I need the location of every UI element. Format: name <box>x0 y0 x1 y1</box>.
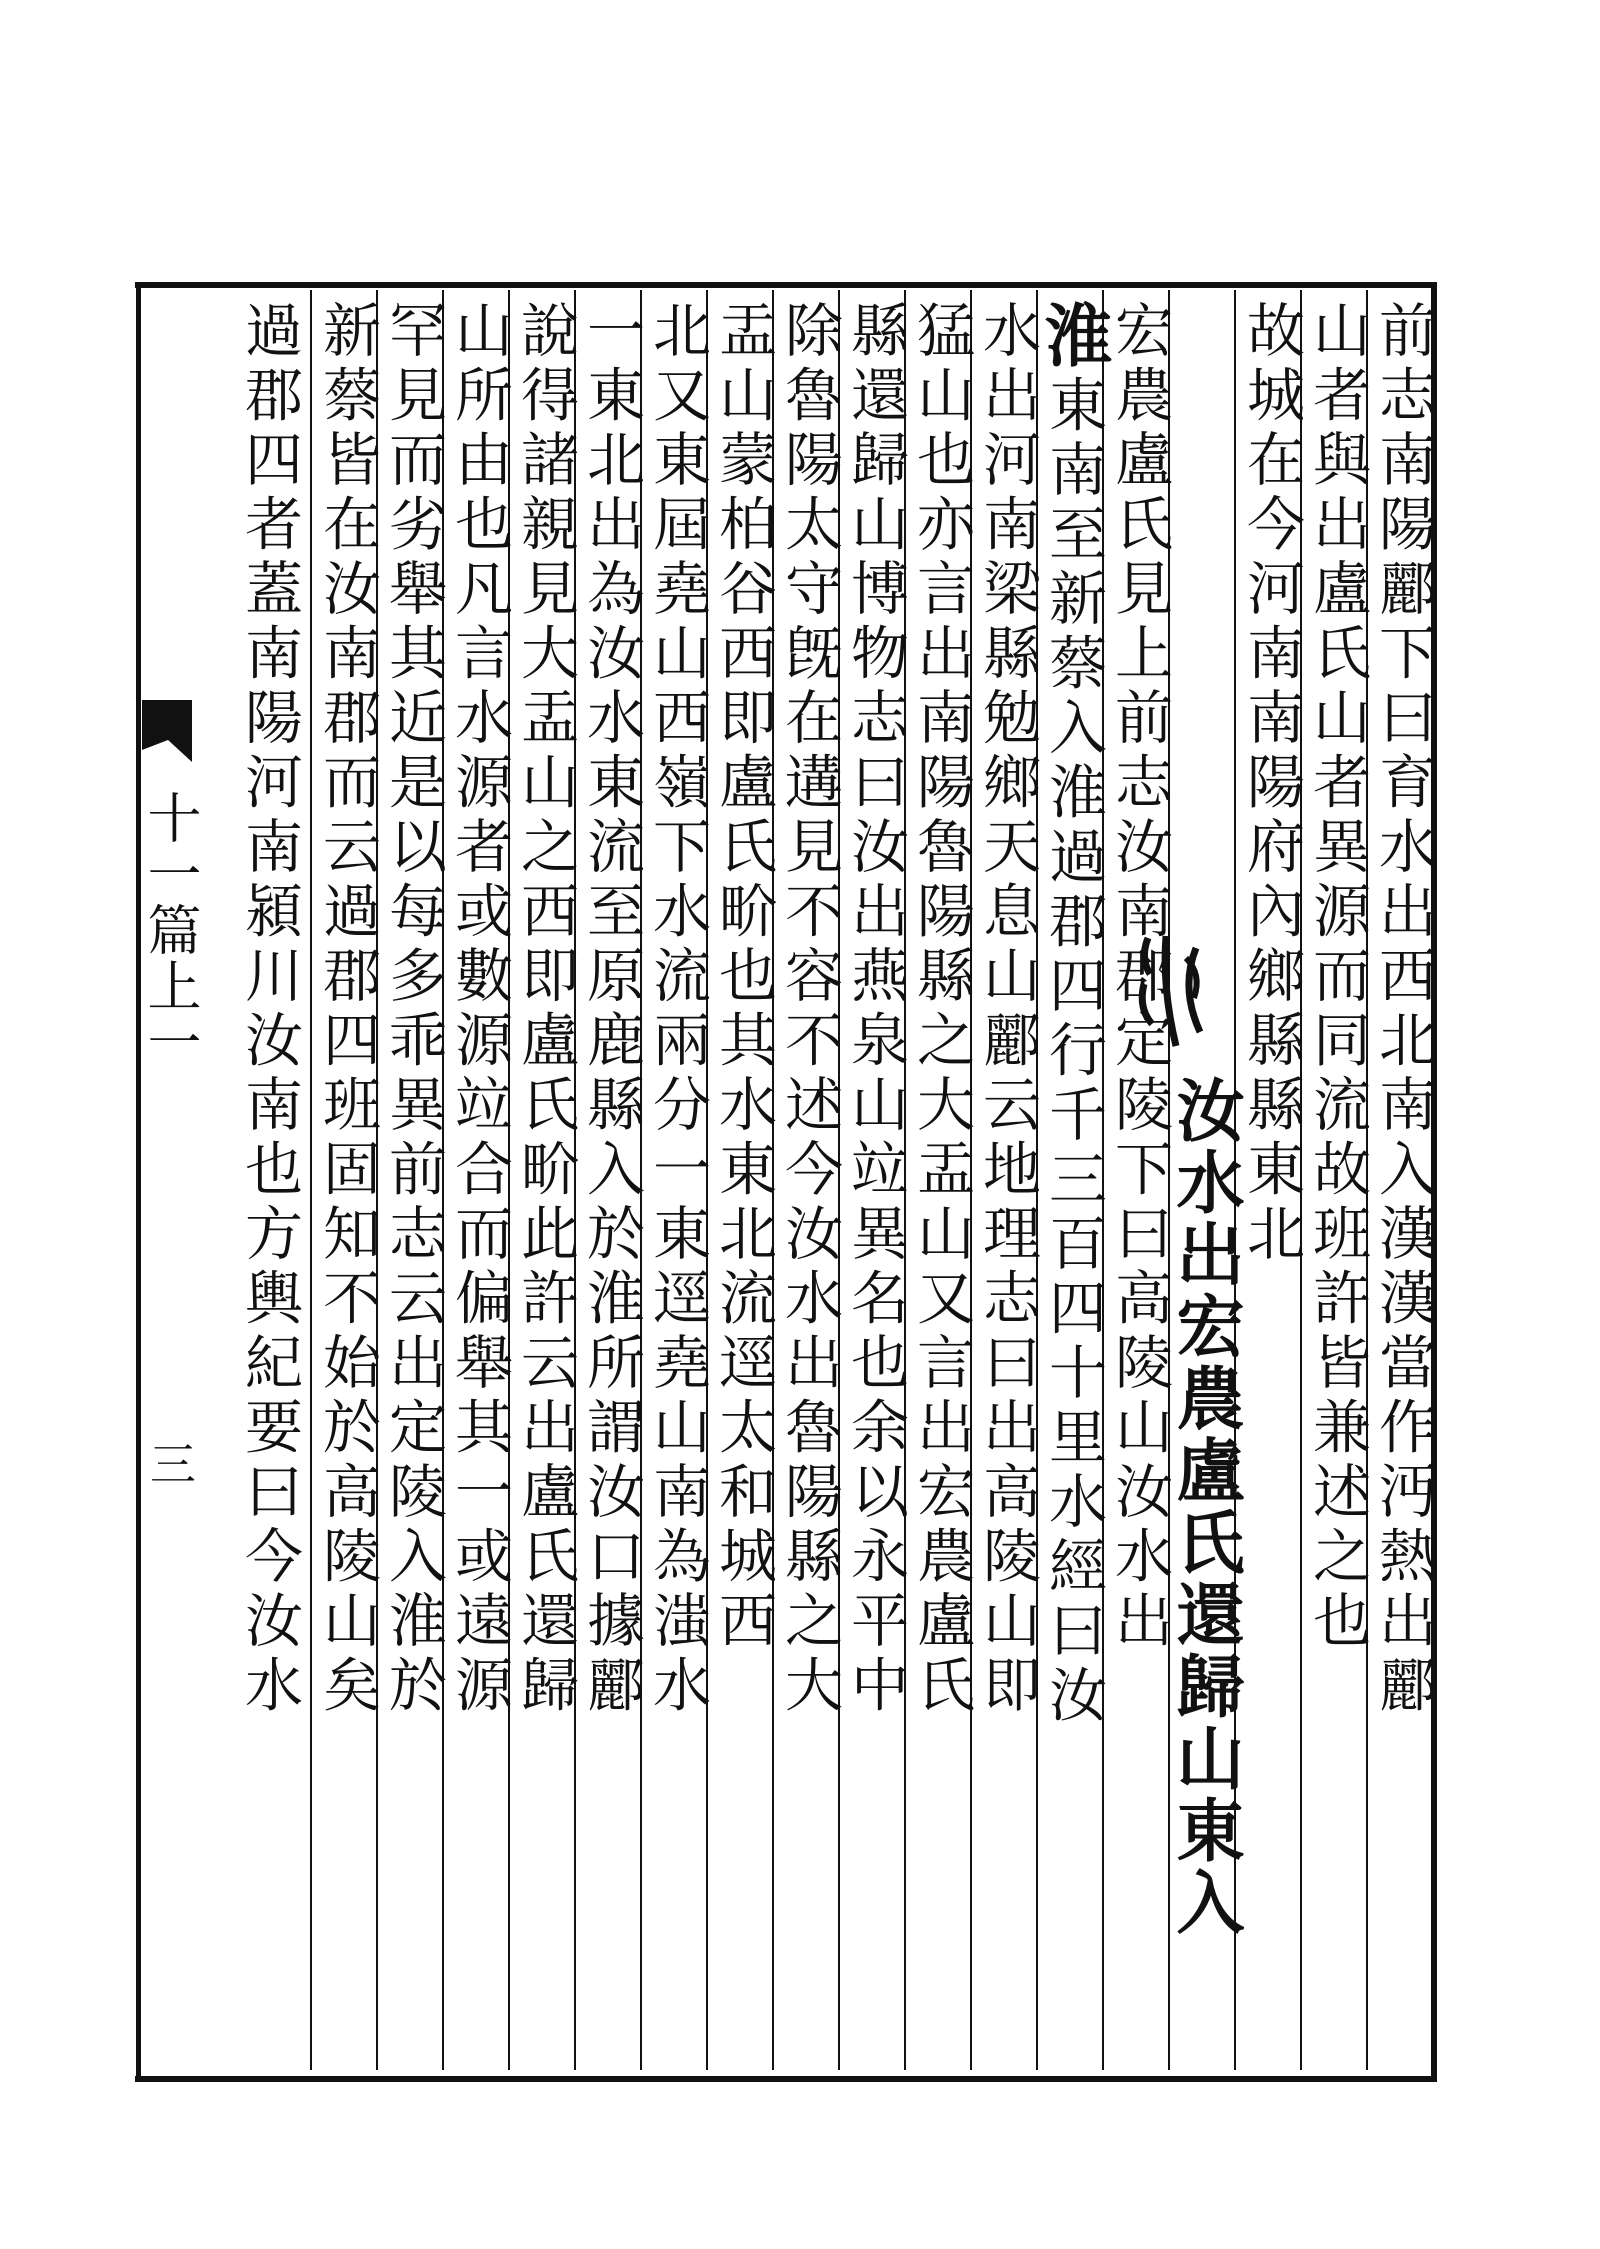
fishtail-mark <box>142 700 192 762</box>
column-text: 故城在今河南南陽府內鄉縣縣東北 <box>1237 300 1305 1268</box>
text-column-11 <box>710 300 776 2060</box>
column-text: 盂山蒙柏谷西即盧氏畍也其水東北流逕太和城西 <box>709 300 777 1655</box>
column-text: 山所由也凡言水源者或數源竝合而偏舉其一或遠源 <box>445 300 513 1719</box>
headword-text: 汝水出宏農盧氏還歸山東入 <box>1165 1075 1245 1939</box>
text-column-17 <box>314 300 380 2060</box>
column-text: 說得諸親見大盂山之西即盧氏畍此許云出盧氏還歸 <box>511 300 579 1719</box>
text-column-3 <box>1238 300 1304 2060</box>
column-text: 一東北出為汝水東流至原鹿縣入於淮所謂汝口據酈 <box>577 300 645 1719</box>
column-text: 過郡四者蓋南陽河南潁川汝南也方輿紀要曰今汝水 <box>235 300 303 1719</box>
chapter-label <box>140 790 200 1190</box>
column-text: 新蔡皆在汝南郡而云過郡四班固知不始於高陵山矣 <box>313 300 381 1719</box>
text-column-8 <box>908 300 974 2060</box>
column-text: 除魯陽太守旣在遘見不容不述今汝水出魯陽縣之大 <box>775 300 843 1719</box>
text-column-18 <box>236 300 302 2060</box>
column-text: 前志南陽酈下曰育水出西北南入漢漢當作沔熱出酈 <box>1369 300 1437 1719</box>
text-column-2 <box>1304 300 1370 2060</box>
text-column-12 <box>644 300 710 2060</box>
column-rule <box>310 290 312 2070</box>
column-text: 罕見而劣舉其近是以每多乖異前志云出定陵入淮於 <box>379 300 447 1719</box>
column-text: 宏農盧氏見上前志汝南郡定陵下曰高陵山汝水出 <box>1105 300 1173 1655</box>
text-column-5 <box>1106 300 1172 2060</box>
text-column-16 <box>380 300 446 2060</box>
page-number: 三 <box>143 1440 197 1486</box>
column-text: 縣還歸山博物志曰汝出燕泉山竝異名也余以永平中 <box>841 300 909 1719</box>
text-column-4-headword <box>1165 1075 1245 2060</box>
section-mark: 十 <box>139 790 202 846</box>
chapter-title: 一篇上一 <box>139 846 202 1070</box>
text-column-6 <box>1033 300 1113 2060</box>
column-text: 猛山也亦言出南陽魯陽縣之大盂山又言出宏農盧氏 <box>907 300 975 1719</box>
text-column-14 <box>512 300 578 2060</box>
text-column-1 <box>1370 300 1436 2060</box>
headword-char: 淮 <box>1033 300 1113 375</box>
text-column-13 <box>578 300 644 2060</box>
column-text: 山者與出盧氏山者異源而同流故班許皆兼述之也 <box>1303 300 1371 1655</box>
column-text: 東南至新蔡入淮過郡四行千三百四十里水經曰汝 <box>1039 374 1107 1729</box>
text-column-10 <box>776 300 842 2060</box>
text-column-9 <box>842 300 908 2060</box>
text-column-15 <box>446 300 512 2060</box>
column-text: 北又東屆堯山西嶺下水流兩分一東逕堯山南為滍水 <box>643 300 711 1719</box>
column-text: 水出河南梁縣勉鄉天息山酈云地理志曰出高陵山即 <box>973 300 1041 1719</box>
text-column-7 <box>974 300 1040 2060</box>
